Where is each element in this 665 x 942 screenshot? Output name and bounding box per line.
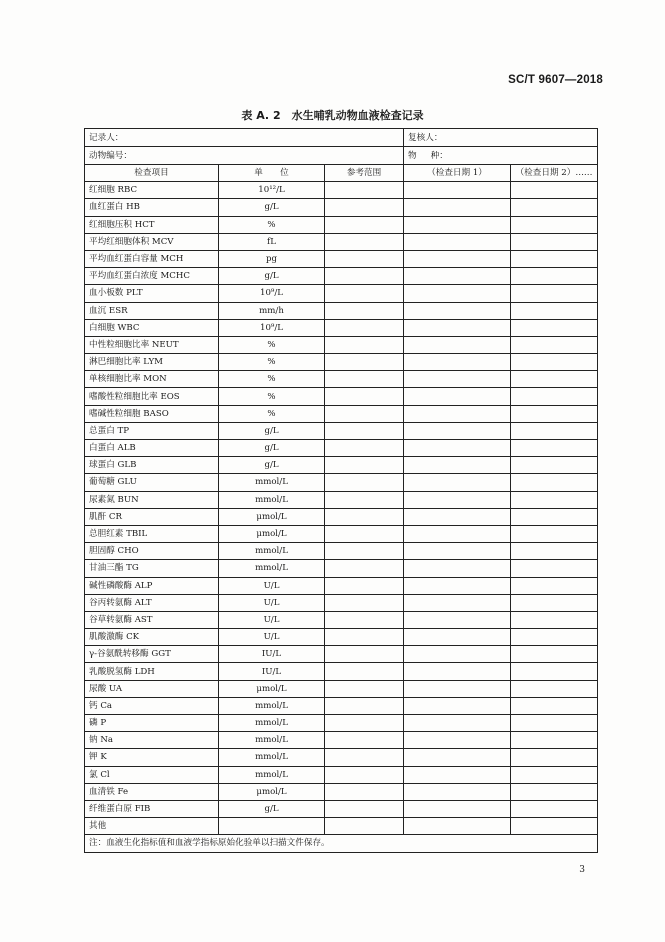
date-2-value-cell[interactable] [511,646,598,663]
date-2-value-cell[interactable] [511,594,598,611]
column-header-unit: 单 位 [219,165,325,182]
reference-range-cell[interactable] [325,783,404,800]
unit-cell: U/L [219,577,325,594]
date-1-value-cell[interactable] [404,663,511,680]
table-row [85,371,598,388]
table-row [85,250,598,267]
item-cell: 尿酸 UA [85,680,219,697]
date-1-value-cell[interactable] [404,732,511,749]
unit-cell: 10⁹/L [219,319,325,336]
item-cell: 尿素氮 BUN [85,491,219,508]
date-2-value-cell[interactable] [511,680,598,697]
date-1-value-cell[interactable] [404,560,511,577]
date-2-value-cell[interactable] [511,577,598,594]
table-row [85,543,598,560]
reference-range-cell[interactable] [325,800,404,817]
table-row [85,233,598,250]
table-row [85,560,598,577]
date-1-value-cell[interactable] [404,577,511,594]
date-1-value-cell[interactable] [404,508,511,525]
reference-range-cell[interactable] [325,354,404,371]
reference-range-cell[interactable] [325,440,404,457]
date-2-value-cell[interactable] [511,422,598,439]
unit-cell: μmol/L [219,783,325,800]
item-cell: 血红蛋白 HB [85,199,219,216]
date-1-value-cell[interactable] [404,199,511,216]
date-1-value-cell[interactable] [404,319,511,336]
reference-range-cell[interactable] [325,491,404,508]
date-1-value-cell[interactable] [404,250,511,267]
animal-row [85,147,598,165]
item-cell: 白细胞 WBC [85,319,219,336]
date-1-value-cell[interactable] [404,457,511,474]
date-1-value-cell[interactable] [404,800,511,817]
table-row [85,199,598,216]
date-1-value-cell[interactable] [404,422,511,439]
column-header-row [85,165,598,182]
reference-range-cell[interactable] [325,319,404,336]
unit-cell [219,818,325,835]
unit-cell: % [219,354,325,371]
date-1-value-cell[interactable] [404,336,511,353]
date-1-value-cell[interactable] [404,182,511,199]
date-1-value-cell[interactable] [404,680,511,697]
unit-cell: mmol/L [219,766,325,783]
date-2-value-cell[interactable] [511,285,598,302]
animal-id-field[interactable] [85,147,404,165]
table-row [85,182,598,199]
date-2-value-cell[interactable] [511,182,598,199]
reference-range-cell[interactable] [325,525,404,542]
date-1-value-cell[interactable] [404,491,511,508]
unit-cell: % [219,336,325,353]
table-row [85,508,598,525]
reference-range-cell[interactable] [325,732,404,749]
date-2-value-cell[interactable] [511,766,598,783]
table-row [85,611,598,628]
item-cell: 球蛋白 GLB [85,457,219,474]
reference-range-cell[interactable] [325,268,404,285]
date-1-value-cell[interactable] [404,525,511,542]
date-2-value-cell[interactable] [511,371,598,388]
reference-range-cell[interactable] [325,371,404,388]
item-cell: 乳酸脱氢酶 LDH [85,663,219,680]
column-header-date-1: （检查日期 1） [404,165,511,182]
animal-id-label: 动物编号： [89,150,132,161]
table-row [85,422,598,439]
page-number: 3 [579,865,585,875]
unit-cell: % [219,216,325,233]
item-cell: 总胆红素 TBIL [85,525,219,542]
date-2-value-cell[interactable] [511,216,598,233]
item-cell: 平均血红蛋白浓度 MCHC [85,268,219,285]
unit-cell: % [219,388,325,405]
reference-range-cell[interactable] [325,543,404,560]
unit-cell: g/L [219,268,325,285]
item-cell: 甘油三酯 TG [85,560,219,577]
item-cell: 钙 Ca [85,697,219,714]
date-1-value-cell[interactable] [404,354,511,371]
table-row [85,285,598,302]
unit-cell: mmol/L [219,749,325,766]
date-2-value-cell[interactable] [511,715,598,732]
reference-range-cell[interactable] [325,405,404,422]
date-1-value-cell[interactable] [404,629,511,646]
reference-range-cell[interactable] [325,766,404,783]
unit-cell: g/L [219,800,325,817]
species-field[interactable] [404,147,598,165]
item-cell: 嗜碱性粒细胞 BASO [85,405,219,422]
reference-range-cell[interactable] [325,715,404,732]
table-row [85,749,598,766]
date-2-value-cell[interactable] [511,543,598,560]
unit-cell: 10⁹/L [219,285,325,302]
reference-range-cell[interactable] [325,216,404,233]
item-cell: 碱性磷酸酶 ALP [85,577,219,594]
table-row [85,766,598,783]
item-cell: 胆固醇 CHO [85,543,219,560]
table-row [85,818,598,835]
table-row [85,715,598,732]
unit-cell: mmol/L [219,732,325,749]
recorder-field[interactable] [85,129,404,147]
table-row [85,491,598,508]
table-row [85,646,598,663]
document-code: SC/T 9607—2018 [508,74,603,86]
species-label-a: 物 [408,150,417,161]
date-2-value-cell[interactable] [511,663,598,680]
item-cell: 总蛋白 TP [85,422,219,439]
table-row [85,800,598,817]
reference-range-cell[interactable] [325,646,404,663]
date-2-value-cell[interactable] [511,525,598,542]
date-1-value-cell[interactable] [404,285,511,302]
date-2-value-cell[interactable] [511,491,598,508]
item-cell: 磷 P [85,715,219,732]
unit-cell: IU/L [219,663,325,680]
unit-cell: % [219,371,325,388]
date-2-value-cell[interactable] [511,732,598,749]
reference-range-cell[interactable] [325,182,404,199]
date-1-value-cell[interactable] [404,371,511,388]
reference-range-cell[interactable] [325,663,404,680]
item-cell: 钠 Na [85,732,219,749]
date-2-value-cell[interactable] [511,250,598,267]
unit-cell: 10¹²/L [219,182,325,199]
table-row [85,319,598,336]
unit-cell: mmol/L [219,715,325,732]
date-1-value-cell[interactable] [404,216,511,233]
table-row [85,405,598,422]
unit-cell: μmol/L [219,525,325,542]
date-1-value-cell[interactable] [404,715,511,732]
unit-cell: g/L [219,457,325,474]
table-row [85,440,598,457]
date-1-value-cell[interactable] [404,543,511,560]
unit-cell: mm/h [219,302,325,319]
unit-cell: mmol/L [219,543,325,560]
reference-range-cell[interactable] [325,629,404,646]
item-cell: 血沉 ESR [85,302,219,319]
table-row [85,354,598,371]
reference-range-cell[interactable] [325,749,404,766]
date-1-value-cell[interactable] [404,766,511,783]
recorder-row [85,129,598,147]
date-1-value-cell[interactable] [404,388,511,405]
species-label-b: 种： [430,150,448,161]
date-1-value-cell[interactable] [404,440,511,457]
table-row [85,697,598,714]
date-2-value-cell[interactable] [511,302,598,319]
date-1-value-cell[interactable] [404,233,511,250]
date-2-value-cell[interactable] [511,440,598,457]
item-cell: 淋巴细胞比率 LYM [85,354,219,371]
date-1-value-cell[interactable] [404,611,511,628]
date-1-value-cell[interactable] [404,268,511,285]
item-cell: 葡萄糖 GLU [85,474,219,491]
reference-range-cell[interactable] [325,457,404,474]
unit-cell: mmol/L [219,697,325,714]
table-caption: 表 A. 2 水生哺乳动物血液检查记录 [241,109,424,122]
date-2-value-cell[interactable] [511,783,598,800]
date-2-value-cell[interactable] [511,354,598,371]
reference-range-cell[interactable] [325,508,404,525]
item-cell: 平均红细胞体积 MCV [85,233,219,250]
unit-cell: mmol/L [219,474,325,491]
item-cell: 单核细胞比率 MON [85,371,219,388]
date-1-value-cell[interactable] [404,749,511,766]
table-row [85,268,598,285]
date-1-value-cell[interactable] [404,818,511,835]
unit-cell: U/L [219,611,325,628]
reference-range-cell[interactable] [325,611,404,628]
date-2-value-cell[interactable] [511,319,598,336]
table-row [85,732,598,749]
reference-range-cell[interactable] [325,577,404,594]
item-cell: 谷草转氨酶 AST [85,611,219,628]
unit-cell: U/L [219,594,325,611]
date-2-value-cell[interactable] [511,405,598,422]
unit-cell: g/L [219,199,325,216]
reference-range-cell[interactable] [325,680,404,697]
date-2-value-cell[interactable] [511,457,598,474]
item-cell: 其他 [85,818,219,835]
reviewer-field[interactable] [404,129,598,147]
table-row [85,783,598,800]
unit-cell: IU/L [219,646,325,663]
item-cell: 中性粒细胞比率 NEUT [85,336,219,353]
date-2-value-cell[interactable] [511,749,598,766]
table-note: 注：血液生化指标值和血液学指标原始化验单以扫描文件保存。 [85,835,598,852]
table-row [85,663,598,680]
date-2-value-cell[interactable] [511,629,598,646]
unit-cell: fL [219,233,325,250]
reference-range-cell[interactable] [325,594,404,611]
date-2-value-cell[interactable] [511,388,598,405]
table-row [85,525,598,542]
date-2-value-cell[interactable] [511,697,598,714]
date-1-value-cell[interactable] [404,646,511,663]
date-1-value-cell[interactable] [404,302,511,319]
item-cell: 嗜酸性粒细胞比率 EOS [85,388,219,405]
column-header-reference: 参考范围 [325,165,404,182]
table-row [85,388,598,405]
item-cell: 钾 K [85,749,219,766]
unit-cell: mmol/L [219,491,325,508]
table-row [85,216,598,233]
blood-test-record-table [84,128,598,853]
reference-range-cell[interactable] [325,697,404,714]
reference-range-cell[interactable] [325,336,404,353]
item-cell: 肌酐 CR [85,508,219,525]
reference-range-cell[interactable] [325,388,404,405]
date-2-value-cell[interactable] [511,199,598,216]
unit-cell: μmol/L [219,508,325,525]
item-cell: 血清铁 Fe [85,783,219,800]
reference-range-cell[interactable] [325,250,404,267]
table-row [85,577,598,594]
table-row [85,336,598,353]
table-row [85,629,598,646]
unit-cell: % [219,405,325,422]
item-cell: γ-谷氨酰转移酶 GGT [85,646,219,663]
item-cell: 氯 Cl [85,766,219,783]
unit-cell: pg [219,250,325,267]
date-2-value-cell[interactable] [511,268,598,285]
date-1-value-cell[interactable] [404,783,511,800]
table-row [85,474,598,491]
date-1-value-cell[interactable] [404,474,511,491]
reference-range-cell[interactable] [325,233,404,250]
note-row [85,835,598,852]
date-1-value-cell[interactable] [404,405,511,422]
unit-cell: mmol/L [219,560,325,577]
item-cell: 肌酸激酶 CK [85,629,219,646]
date-2-value-cell[interactable] [511,611,598,628]
table-row [85,680,598,697]
date-2-value-cell[interactable] [511,800,598,817]
unit-cell: μmol/L [219,680,325,697]
unit-cell: g/L [219,440,325,457]
reference-range-cell[interactable] [325,199,404,216]
item-cell: 谷丙转氨酶 ALT [85,594,219,611]
unit-cell: g/L [219,422,325,439]
table-row [85,594,598,611]
item-cell: 红细胞 RBC [85,182,219,199]
date-2-value-cell[interactable] [511,233,598,250]
reference-range-cell[interactable] [325,818,404,835]
reference-range-cell[interactable] [325,560,404,577]
item-cell: 白蛋白 ALB [85,440,219,457]
date-2-value-cell[interactable] [511,474,598,491]
date-2-value-cell[interactable] [511,560,598,577]
table-row [85,302,598,319]
item-cell: 平均血红蛋白容量 MCH [85,250,219,267]
reference-range-cell[interactable] [325,474,404,491]
date-2-value-cell[interactable] [511,818,598,835]
column-header-date-2: （检查日期 2）…… [511,165,598,182]
recorder-label: 记录人： [89,132,124,143]
table-row [85,457,598,474]
reviewer-label: 复核人： [408,132,443,143]
item-cell: 红细胞压积 HCT [85,216,219,233]
reference-range-cell[interactable] [325,302,404,319]
date-2-value-cell[interactable] [511,336,598,353]
item-cell: 纤维蛋白原 FIB [85,800,219,817]
date-1-value-cell[interactable] [404,594,511,611]
reference-range-cell[interactable] [325,422,404,439]
date-2-value-cell[interactable] [511,508,598,525]
unit-cell: U/L [219,629,325,646]
reference-range-cell[interactable] [325,285,404,302]
item-cell: 血小板数 PLT [85,285,219,302]
date-1-value-cell[interactable] [404,697,511,714]
column-header-item: 检查项目 [85,165,219,182]
